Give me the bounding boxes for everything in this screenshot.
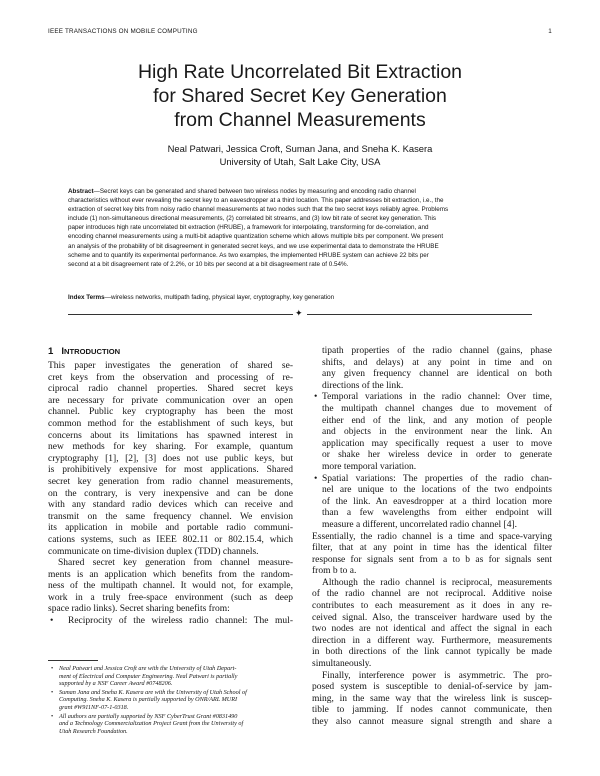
footnote <box>48 713 293 736</box>
text-line: nel are unique to the locations of the two endpoints <box>322 485 552 496</box>
abstract-line: an analysis of the probability of bit disagreement in generated secret keys, and we use experimental data to demonstrate the HRUBE <box>68 242 439 250</box>
text-line: in both directions of the link cannot typically be made <box>312 647 552 658</box>
journal-name: IEEE TRANSACTIONS ON MOBILE COMPUTING <box>48 28 198 35</box>
text-line: or shake her wireless device in order to generate <box>322 450 552 461</box>
footnote-line: Neal Patwari and Jessica Croft are with the University of Utah Depart- <box>59 665 237 672</box>
text-line: channel. Public key cryptography has been the most <box>48 407 293 418</box>
abstract-line: second at a bit disagreement rate of 2.2%, or 10 bits per second at a bit disagreement rate of 0.54%. <box>68 260 349 268</box>
footnote-line: supported by a NSF Career Award #0748206. <box>59 680 173 688</box>
text-line: transmit on the same frequency channel. We envision <box>48 511 293 522</box>
text-line: ments is an application which benefits from the random- <box>48 569 293 580</box>
text-line: tipath properties of the radio channel (gains, phase <box>322 346 552 356</box>
abstract-line: —Secret keys can be generated and shared between two wireless nodes by measuring and encoding radio channel <box>93 188 416 195</box>
text-line: cations systems, such as IEEE 802.11 or 802.15.4, which <box>48 534 293 545</box>
text-line: contributes to each measurement as it does in any re- <box>312 601 552 612</box>
index-terms-label: Index Terms <box>68 294 105 301</box>
text-line: and objects in the environment near the link. An <box>322 427 552 438</box>
text-line: communicate on time-division duplex (TDD) channels. <box>48 546 259 557</box>
text-line: is prohibitively expensive for most applications. Shared <box>48 465 293 476</box>
text-line: Finally, interference power is asymmetric. The pro- <box>322 670 552 681</box>
text-line: Essentially, the radio channel is a time and space-varying <box>312 531 552 542</box>
title-line: for Shared Secret Key Generation <box>153 85 447 107</box>
text-line: work in a truly free-space environment (such as deep <box>48 592 293 603</box>
section-title-rest: NTRODUCTION <box>64 347 121 356</box>
footnote-line: Suman Jana and Sneha K. Kasera are with the University of Utah School of <box>59 688 247 696</box>
footnote <box>48 665 293 688</box>
text-line: space radio links). Secret sharing benefits from: <box>48 604 230 615</box>
separator-line-right <box>307 314 532 315</box>
footnote-line: grant #W911NF-07-1-0318. <box>59 703 129 711</box>
page-number: 1 <box>548 28 552 35</box>
text-line: Shared secret key generation from channel measure- <box>58 558 293 569</box>
paragraph <box>312 578 552 671</box>
footnotes <box>48 665 293 736</box>
text-line: concerns about its limitations has spawned interest in <box>48 430 293 441</box>
text-line: than a few wavelengths from either endpoint will <box>322 508 552 519</box>
right-column <box>312 346 552 729</box>
paragraph <box>312 532 552 578</box>
text-line: ness of the multipath channel. It would not, for example, <box>48 581 293 592</box>
abstract-line: extraction of secret key bits from noisy radio channel measurements at two nodes such that the two secret keys reliably agree. Problems <box>68 206 449 214</box>
text-line: response for signals sent from a to b as for signals sent <box>312 554 552 565</box>
text-line: direction in a different way. Furthermore, measurements <box>312 635 552 646</box>
bullet-item <box>48 616 293 628</box>
footnote-line: Utah Research Foundation. <box>59 727 128 735</box>
text-line: posed system is susceptible to denial-of-service by jam- <box>312 682 552 693</box>
text-line: from b to a. <box>312 566 357 577</box>
text-line: Although the radio channel is reciprocal, measurements <box>322 577 552 588</box>
text-line: tible to jamming. If nodes cannot communicate, then <box>312 705 552 716</box>
bullet-icon: • <box>51 665 54 672</box>
text-line: of the radio channel are not reciprocal. Additive noise <box>312 589 552 600</box>
section-heading <box>48 346 293 361</box>
section-title-initial: I <box>61 346 65 357</box>
text-line: ceived signal. Also, the transceiver hardware used by the <box>312 612 552 623</box>
text-line: ming, in the same way that the wireless link is suscep- <box>312 693 552 704</box>
text-line: its application in mobile and portable radio communi- <box>48 523 293 534</box>
abstract-line: include (1) non-simultaneous directional measurements, (2) correlated bit streams, and (3) low bit rate of secret key generation. This <box>68 215 437 223</box>
separator-diamond-icon: ✦ <box>295 309 303 319</box>
text-line: Temporal variations in the radio channel: Over time, <box>322 392 552 403</box>
index-terms-text: —wireless networks, multipath fading, physical layer, cryptography, key generation <box>104 294 335 301</box>
text-line: Spatial variations: The properties of the radio chan- <box>322 473 552 484</box>
abstract-line: encoding channel measurements using a multi-bit adaptive quantization scheme which allows multiple bits per component. We present <box>68 233 444 241</box>
paragraph <box>48 361 293 558</box>
text-line: measure a different, uncorrelated radio channel [4]. <box>322 519 518 530</box>
text-line: ciprocal radio channel properties. Shared secret keys <box>48 384 293 395</box>
paper-title <box>60 60 540 132</box>
left-column <box>48 346 293 628</box>
abstract-line: characteristics without ever revealing the secret key to an eavesdropper at a third location. This paper addresses bit extraction, i.e., the <box>68 197 444 205</box>
footnote-line: All authors are partially supported by NSF CyberTrust Grant #0831490 <box>59 712 238 720</box>
text-line: application may specifically request a user to move <box>322 438 552 449</box>
text-line: on the contrary, is very inexpensive and can be done <box>48 488 293 499</box>
bullet-item <box>312 474 552 532</box>
text-line: secret key generation from radio channel measurements, <box>48 476 293 487</box>
text-line: any given frequency channel are identical on both <box>322 369 552 380</box>
separator-line-left <box>68 314 293 315</box>
section-separator <box>68 310 532 320</box>
text-line: cryptography [1], [2], [3] does not use public keys, but <box>48 453 293 464</box>
text-line: cret keys from the observation and processing of re- <box>48 372 293 383</box>
author-names: Neal Patwari, Jessica Croft, Suman Jana, and Sneha K. Kasera <box>167 143 433 154</box>
bullet-icon: • <box>51 712 54 720</box>
bullet-icon: • <box>50 616 54 627</box>
text-line: are necessary for private communication over an open <box>48 395 293 406</box>
text-line: filter, that at any point in time has the identical filter <box>312 543 552 554</box>
text-line: they also cannot measure signal strength and share a <box>312 717 552 727</box>
bullet-icon: • <box>51 688 54 696</box>
abstract <box>68 187 532 269</box>
text-line: simultaneously. <box>312 659 372 670</box>
title-line: from Channel Measurements <box>174 109 426 131</box>
footnote-line: ment of Electrical and Computer Engineering. Neal Patwari is partially <box>59 672 238 680</box>
bullet-item <box>312 392 552 473</box>
running-head <box>48 28 552 35</box>
text-line: the multipath channel changes due to movement of <box>322 403 552 414</box>
text-line: directions of the link. <box>322 380 404 391</box>
paragraph <box>312 671 552 729</box>
text-line: with any standard radio devices which can receive and <box>48 500 293 511</box>
bullet-icon: • <box>314 473 318 484</box>
author-affiliation: University of Utah, Salt Lake City, USA <box>219 156 381 167</box>
bullet-icon: • <box>314 392 318 403</box>
text-line: This paper investigates the generation of shared se- <box>48 361 293 371</box>
text-line: of the link. An eavesdropper at a third location more <box>322 496 552 507</box>
footnote-line: Computing. Sneha K. Kasera is partially supported by ONR/ARL MURI <box>59 696 238 704</box>
index-terms <box>68 293 532 302</box>
paragraph <box>48 558 293 616</box>
bullet-continuation <box>312 346 552 392</box>
footnote <box>48 689 293 712</box>
footnote-rule <box>48 660 98 661</box>
text-line: Reciprocity of the wireless radio channel: The mul- <box>68 616 293 627</box>
text-line: new methods for key sharing. For example, quantum <box>48 442 293 453</box>
text-line: two nodes are not identical and affect the signal in each <box>312 624 552 635</box>
title-line: High Rate Uncorrelated Bit Extraction <box>137 61 463 83</box>
abstract-label: Abstract <box>68 188 94 195</box>
abstract-line: paper introduces high rate uncorrelated bit extraction (HRUBE), a framework for interpolating, transforming for de-correlation, and <box>68 224 429 232</box>
text-line: common method for the establishment of such keys, but <box>48 418 293 429</box>
text-line: either end of the link, and any motion of people <box>322 415 552 426</box>
section-number: 1 <box>48 346 54 357</box>
abstract-line: scheme and to quantify its experimental performance. As two examples, the implemented HRUBE system can achieve 22 bits per <box>68 251 429 259</box>
footnote-line: and a Technology Commercialization Project Grant from the University of <box>59 720 244 728</box>
author-block <box>60 142 540 168</box>
text-line: more temporal variation. <box>322 461 417 472</box>
text-line: shifts, and delays) at any point in time and on <box>322 357 552 368</box>
